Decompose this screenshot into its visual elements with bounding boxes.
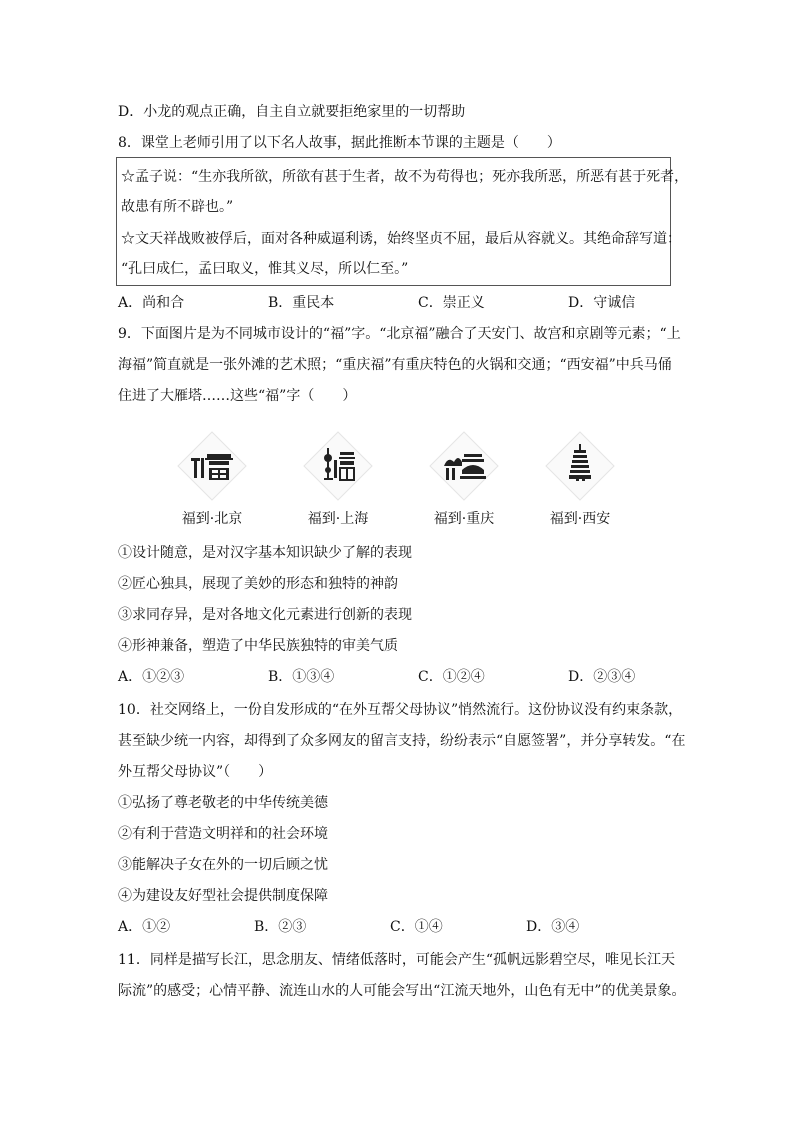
q7-option-d: D．小龙的观点正确，自主自立就要拒绝家里的一切帮助 (118, 104, 466, 120)
quote-box (116, 157, 689, 286)
quote-line-1: ☆孟子说：“生亦我所欲，所欲有甚于生者，故不为苟得也；死亦我所恶，所恶有甚于死者， (121, 169, 689, 185)
q9-option-b: B．①③④ (268, 669, 335, 685)
q8-stem: 8．课堂上老师引用了以下名人故事，据此推断本节课的主题是（ ） (118, 135, 561, 151)
q9-statement-2: ②匠心独具，展现了美妙的形态和独特的神韵 (118, 576, 398, 592)
q10-option-a: A．①② (118, 919, 171, 935)
q10-option-d: D．③④ (526, 919, 580, 935)
fu-caption-shanghai: 福到·上海 (307, 511, 369, 527)
q9-statement-1: ①设计随意，是对汉字基本知识缺少了解的表现 (118, 545, 412, 561)
q8-option-d: D．守诚信 (568, 295, 636, 311)
q10-statement-3: ③能解决子女在外的一切后顾之忧 (118, 857, 328, 873)
q10-option-c: C．①④ (390, 919, 443, 935)
q11-stem-line-1: 11．同样是描写长江，思念朋友、情绪低落时，可能会产生“孤帆远影碧空尽，唯见长江天 (118, 952, 675, 968)
fu-caption-chongqing: 福到·重庆 (433, 511, 495, 527)
q9-option-d: D．②③④ (568, 669, 636, 685)
shanghai-fu-icon (302, 430, 374, 502)
q9-option-a: A．①②③ (118, 669, 185, 685)
q10-stem-line-1: 10．社交网络上，一份自发形成的“在外互帮父母协议”悄然流行。这份协议没有约束条款， (118, 702, 683, 718)
q9-statement-3: ③求同存异，是对各地文化元素进行创新的表现 (118, 607, 412, 623)
q8-option-b: B．重民本 (268, 295, 335, 311)
beijing-fu-icon (176, 430, 248, 502)
q8-option-c: C．崇正义 (418, 295, 485, 311)
quote-line-2: 故患有所不辟也。” (121, 199, 234, 215)
quote-line-3: ☆文天祥战败被俘后，面对各种威逼利诱，始终坚贞不屈，最后从容就义。其绝命辞写道： (121, 231, 681, 247)
q10-stem-line-3: 外互帮父母协议”（ ） (118, 764, 273, 780)
q10-option-b: B．②③ (254, 919, 307, 935)
fu-caption-beijing: 福到·北京 (181, 511, 243, 527)
q10-statement-2: ②有利于营造文明祥和的社会环境 (118, 826, 328, 842)
q11-stem-line-2: 际流”的感受；心情平静、流连山水的人可能会写出“江流天地外，山色有无中”的优美景象。 (118, 983, 686, 999)
xian-fu-icon (544, 430, 616, 502)
q9-stem-line-3: 住进了大雁塔……这些“福”字（ ） (118, 388, 357, 404)
q8-option-a: A．尚和合 (118, 295, 185, 311)
q9-option-c: C．①②④ (418, 669, 485, 685)
q9-statement-4: ④形神兼备，塑造了中华民族独特的审美气质 (118, 638, 398, 654)
q10-statement-1: ①弘扬了尊老敬老的中华传统美德 (118, 795, 328, 811)
q10-stem-line-2: 甚至缺少统一内容，却得到了众多网友的留言支持，纷纷表示“自愿签署”，并分享转发。“在 (118, 733, 686, 749)
q10-statement-4: ④为建设友好型社会提供制度保障 (118, 888, 328, 904)
q9-stem-line-1: 9．下面图片是为不同城市设计的“福”字。“北京福”融合了天安门、故宫和京剧等元素；“上 (118, 326, 681, 342)
chongqing-fu-icon (428, 430, 500, 502)
fu-caption-xian: 福到·西安 (549, 511, 611, 527)
quote-line-4: “孔曰成仁，孟曰取义，惟其义尽，所以仁至。” (121, 261, 409, 277)
q9-stem-line-2: 海福”简直就是一张外滩的艺术照；“重庆福”有重庆特色的火锅和交通；“西安福”中兵马俑 (118, 357, 672, 373)
